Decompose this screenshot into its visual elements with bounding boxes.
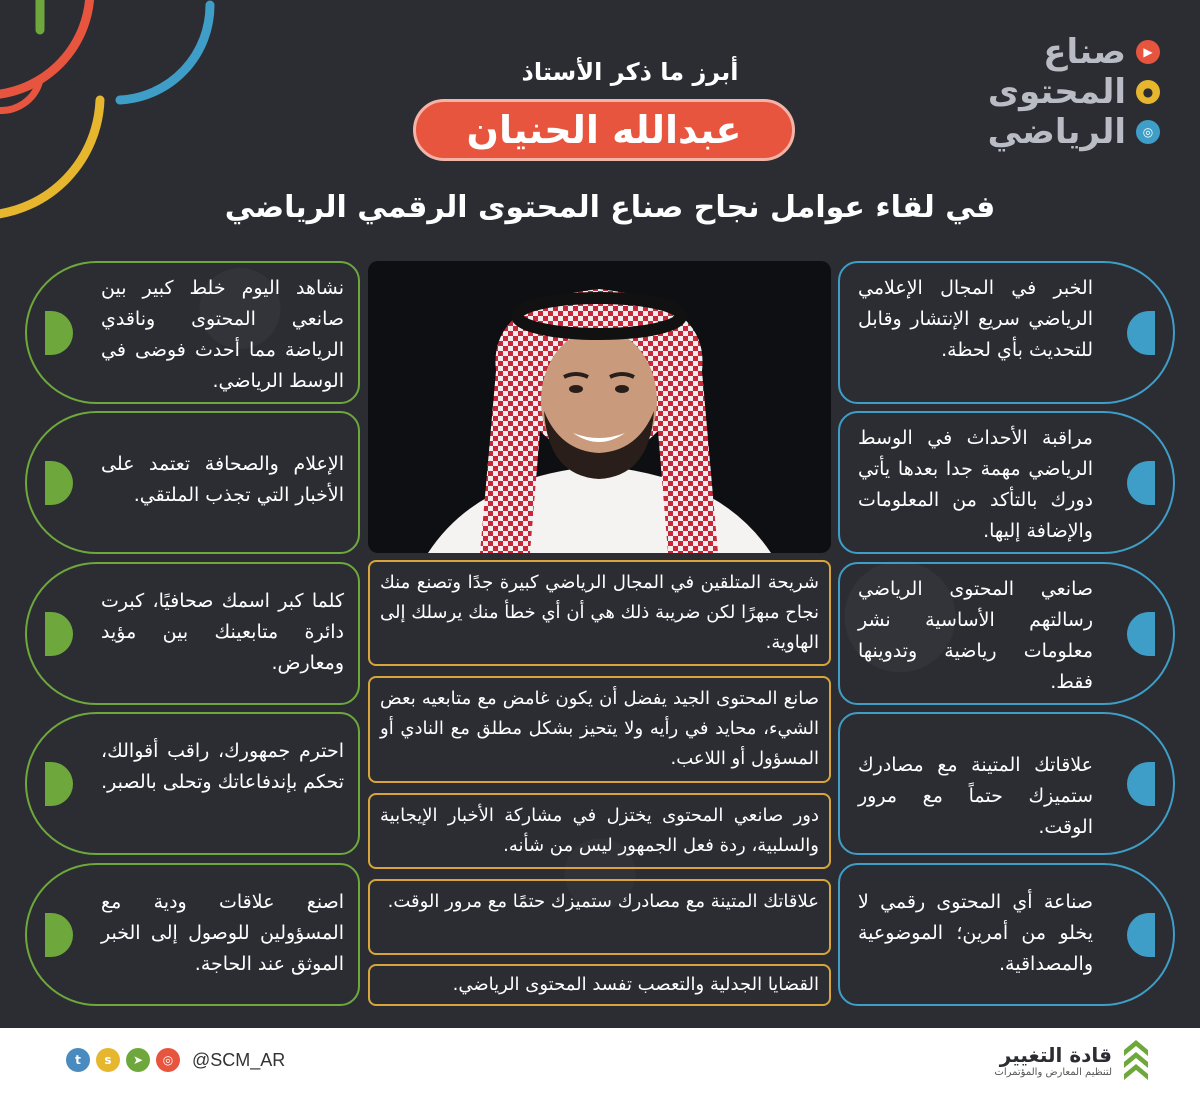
globe-icon: ◎ xyxy=(1136,120,1160,144)
right-card-4 xyxy=(838,712,1175,855)
brand-word-3: الرياضي xyxy=(987,112,1126,152)
subtitle: أبرز ما ذكر الأستاذ xyxy=(521,58,739,86)
sponsor-name: قادة التغيير xyxy=(999,1042,1112,1067)
card-text: شريحة المتلقين في المجال الرياضي كبيرة جدًا وتصنع منك نجاح مبهرًا لكن ضريبة ذلك هي أن أي خطأ منك يرسلك إلى الهاوية. xyxy=(380,572,819,653)
social-handle[interactable]: @SCM_AR xyxy=(192,1049,286,1070)
left-card-4 xyxy=(25,712,360,855)
left-card-2 xyxy=(25,411,360,554)
sponsor-chevrons-icon xyxy=(1122,1038,1150,1082)
card-text: اصنع علاقات ودية مع المسؤولين للوصول إلى الخبر الموثق عند الحاجة. xyxy=(101,891,344,975)
card-text: كلما كبر اسمك صحافيًا، كبرت دائرة متابعينك بين مؤيد ومعارض. xyxy=(101,590,344,674)
middle-card-4 xyxy=(368,879,831,955)
twitter-icon[interactable]: t xyxy=(66,1048,90,1072)
left-card-3 xyxy=(25,562,360,705)
card-tab xyxy=(45,461,73,505)
card-tab xyxy=(45,762,73,806)
speaker-name: عبدالله الحنيان xyxy=(413,99,795,161)
right-card-3 xyxy=(838,562,1175,705)
card-text: صانع المحتوى الجيد يفضل أن يكون غامض مع متابعيه بعض الشيء، محايد في رأيه ولا يتحيز بشكل مطلق مع النادي أو المسؤول أو اللاعب. xyxy=(380,688,819,769)
card-tab xyxy=(1127,612,1155,656)
telegram-icon[interactable]: ➤ xyxy=(126,1048,150,1072)
snapchat-icon[interactable]: s xyxy=(96,1048,120,1072)
card-text: دور صانعي المحتوى يختزل في مشاركة الأخبار الإيجابية والسلبية، ردة فعل الجمهور ليس من شأنه. xyxy=(380,805,819,856)
instagram-icon[interactable]: ◎ xyxy=(156,1048,180,1072)
sponsor-logo xyxy=(994,1038,1150,1082)
card-text: مراقبة الأحداث في الوسط الرياضي مهمة جدا بعدها يأتي دورك بالتأكد من المعلومات والإضافة إليها. xyxy=(858,427,1093,542)
card-tab xyxy=(1127,311,1155,355)
brand-row-3 xyxy=(970,112,1160,152)
speaker-photo xyxy=(368,261,831,553)
right-card-5 xyxy=(838,863,1175,1006)
brand-row-2 xyxy=(970,72,1160,112)
sponsor-text xyxy=(994,1043,1112,1078)
left-card-5 xyxy=(25,863,360,1006)
card-text: صانعي المحتوى الرياضي رسالتهم الأساسية نشر معلومات رياضية وتدوينها فقط. xyxy=(858,578,1093,693)
brand-row-1 xyxy=(970,32,1160,72)
card-text: الخبر في المجال الإعلامي الرياضي سريع الإنتشار وقابل للتحديث بأي لحظة. xyxy=(858,277,1093,361)
headline: في لقاء عوامل نجاح صناع المحتوى الرقمي الرياضي xyxy=(224,190,996,225)
brand-word-1: صناع xyxy=(1043,32,1126,72)
right-card-2 xyxy=(838,411,1175,554)
card-text: الإعلام والصحافة تعتمد على الأخبار التي تجذب الملتقي. xyxy=(101,453,344,506)
card-text: نشاهد اليوم خلط كبير بين صانعي المحتوى وناقدي الرياضة مما أحدث فوضى في الوسط الرياضي. xyxy=(101,277,344,392)
middle-card-2 xyxy=(368,676,831,783)
decorative-arcs xyxy=(0,0,230,220)
brand-word-2: المحتوى xyxy=(987,72,1126,112)
middle-card-3 xyxy=(368,793,831,869)
ball-icon: ● xyxy=(1136,80,1160,104)
card-tab xyxy=(45,913,73,957)
middle-card-5 xyxy=(368,964,831,1006)
card-tab xyxy=(45,311,73,355)
card-text: علاقاتك المتينة مع مصادرك ستميزك حتمًا مع مرور الوقت. xyxy=(387,891,819,912)
brand-logo xyxy=(970,32,1160,152)
card-text: احترم جمهورك، راقب أقوالك، تحكم بإندفاعاتك وتحلى بالصبر. xyxy=(101,740,344,793)
card-tab xyxy=(1127,913,1155,957)
card-tab xyxy=(1127,461,1155,505)
right-card-1 xyxy=(838,261,1175,404)
card-tab xyxy=(1127,762,1155,806)
middle-card-1 xyxy=(368,560,831,666)
sponsor-tagline: لتنظيم المعارض والمؤتمرات xyxy=(994,1066,1112,1078)
card-text: علاقاتك المتينة مع مصادرك ستميزك حتماً مع مرور الوقت. xyxy=(858,754,1093,838)
left-card-1 xyxy=(25,261,360,404)
speaker-portrait xyxy=(368,261,831,553)
card-tab xyxy=(45,612,73,656)
card-text: القضايا الجدلية والتعصب تفسد المحتوى الرياضي. xyxy=(452,974,819,995)
footer xyxy=(0,1028,1200,1095)
social-links xyxy=(66,1048,285,1072)
card-text: صناعة أي المحتوى رقمي لا يخلو من أمرين؛ الموضوعية والمصداقية. xyxy=(858,891,1093,975)
play-icon: ▶ xyxy=(1136,40,1160,64)
